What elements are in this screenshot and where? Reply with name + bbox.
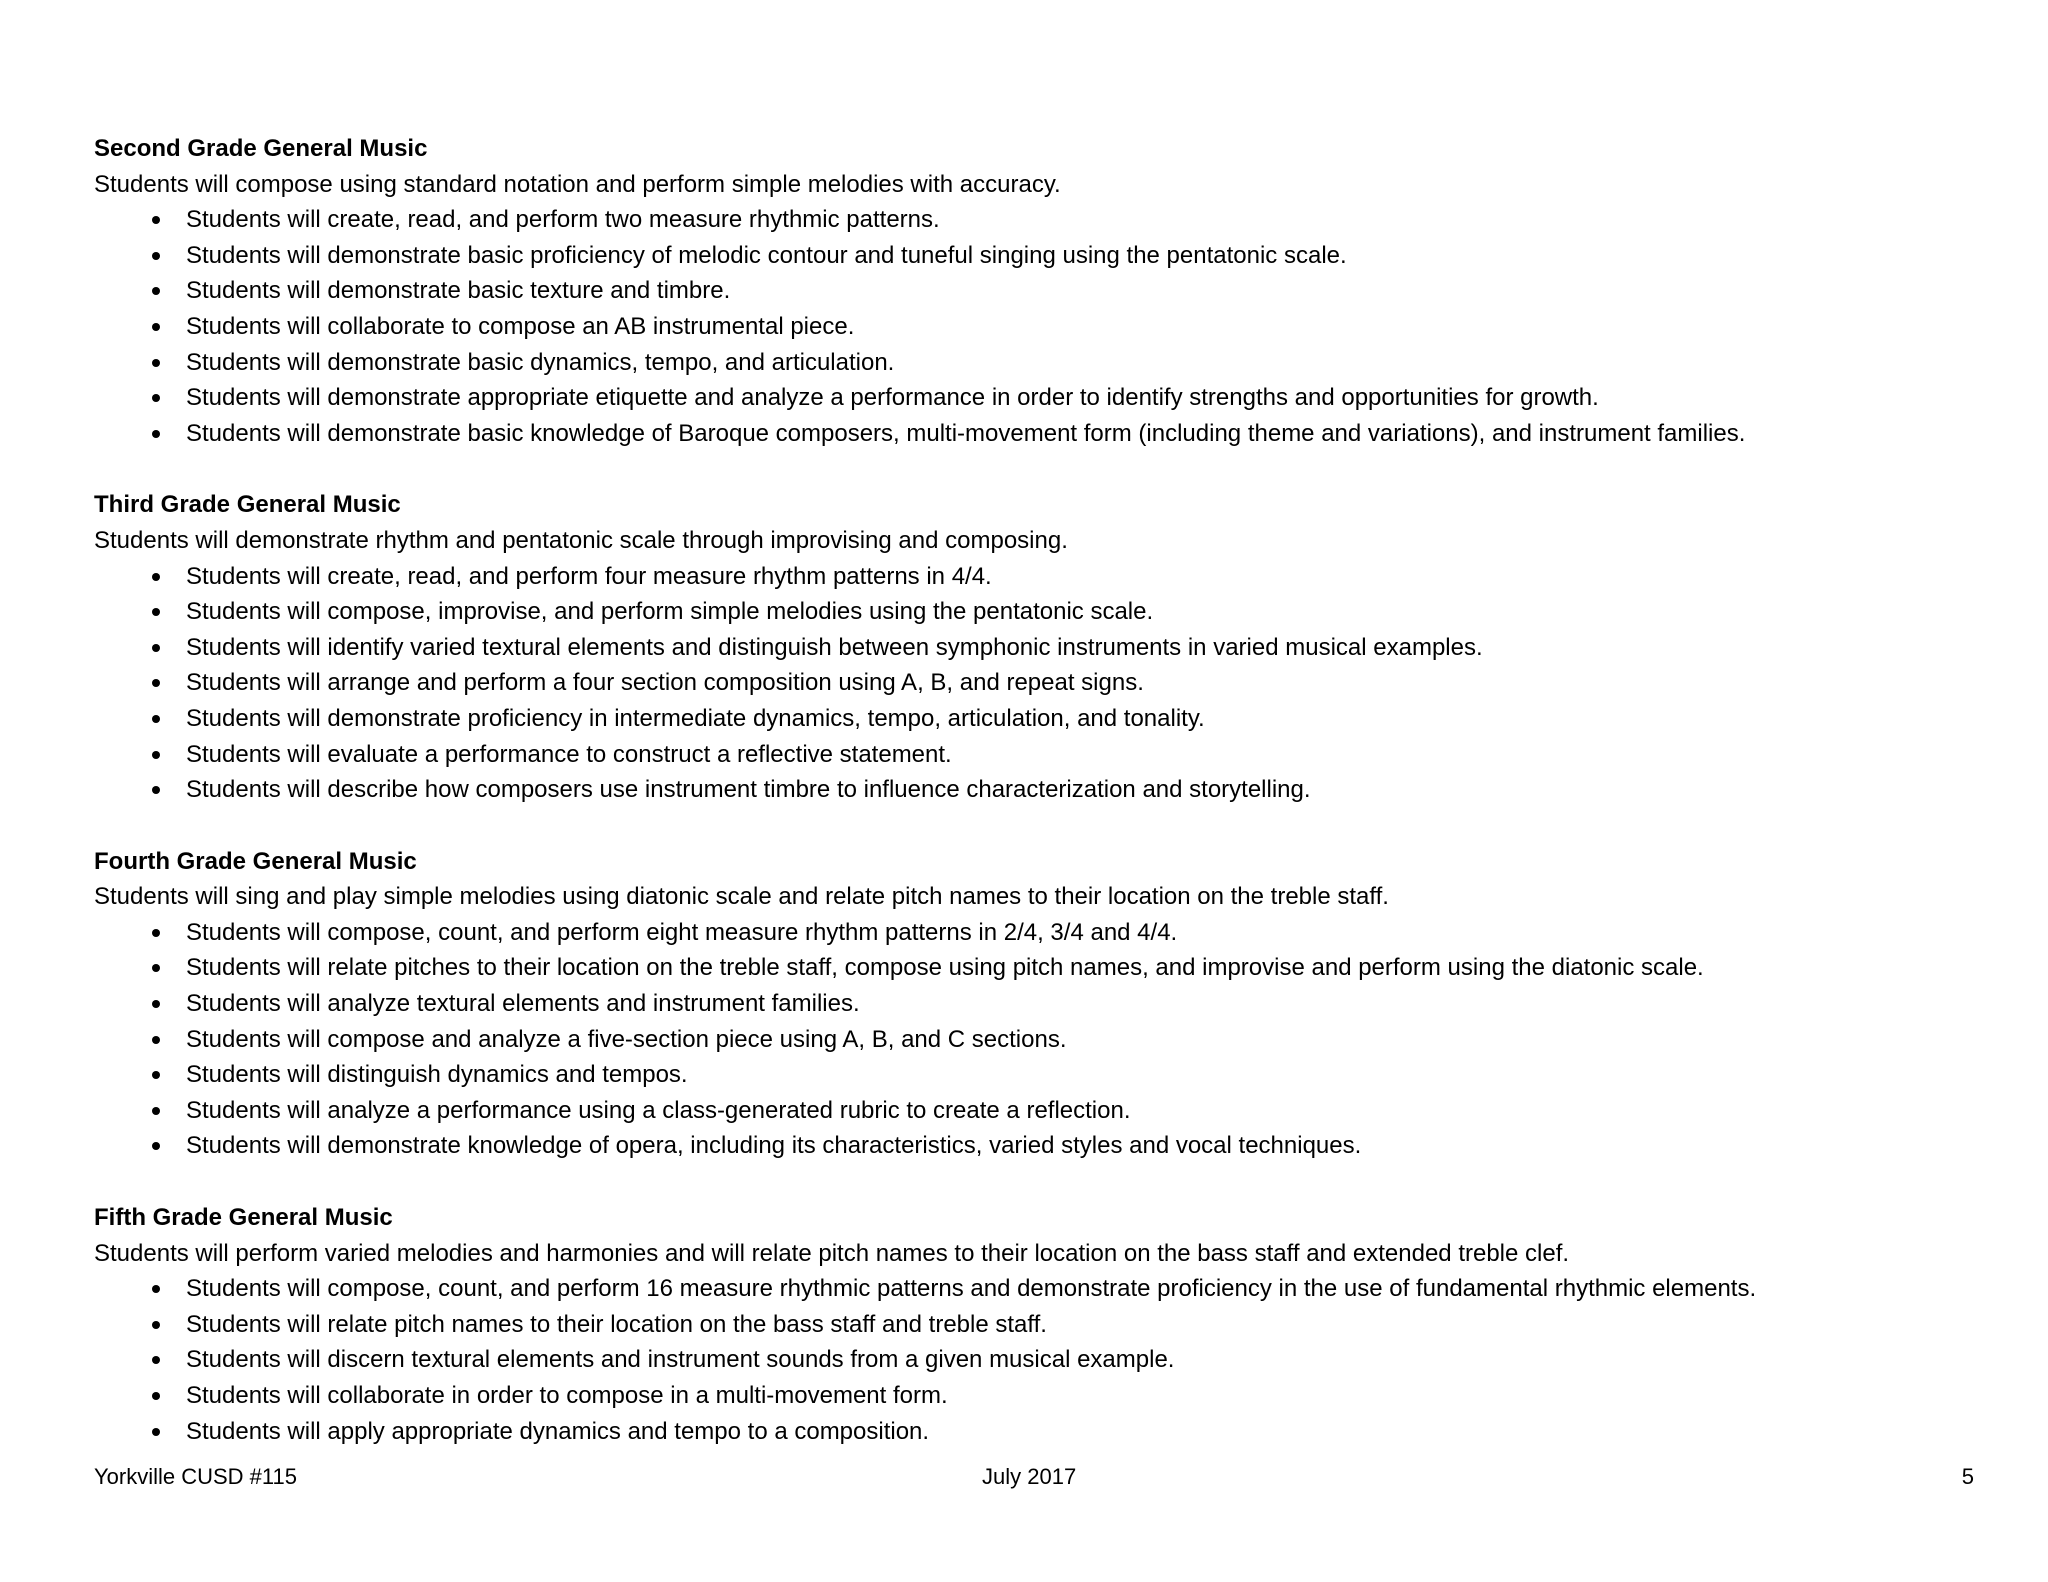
list-item-text: Students will distinguish dynamics and tempos. xyxy=(186,1061,688,1089)
list-item xyxy=(94,1378,1974,1414)
bullet-icon xyxy=(152,394,160,402)
bullet-icon xyxy=(152,573,160,581)
list-item-text: Students will demonstrate basic dynamics, tempo, and articulation. xyxy=(186,348,895,376)
list-item-text: Students will compose, count, and perform eight measure rhythm patterns in 2/4, 3/4 and 4/4. xyxy=(186,918,1178,946)
list-item-text: Students will analyze textural elements and instrument families. xyxy=(186,990,860,1018)
list-item-text: Students will compose, improvise, and perform simple melodies using the pentatonic scale. xyxy=(186,598,1154,626)
grade-section xyxy=(94,487,1974,807)
section-title: Fourth Grade General Music xyxy=(94,847,417,875)
bullet-icon xyxy=(152,964,160,972)
list-item xyxy=(94,1414,1974,1450)
grade-section xyxy=(94,1200,1974,1449)
bullet-icon xyxy=(152,287,160,295)
list-item xyxy=(94,416,1974,452)
page-footer xyxy=(94,1462,1974,1492)
section-title: Third Grade General Music xyxy=(94,491,401,519)
bullet-icon xyxy=(152,786,160,794)
bullet-icon xyxy=(152,608,160,616)
footer-district: Yorkville CUSD #115 xyxy=(94,1464,297,1489)
bullet-icon xyxy=(152,1285,160,1293)
bullet-icon xyxy=(152,1107,160,1115)
grade-section xyxy=(94,844,1974,1164)
list-item xyxy=(94,559,1974,595)
list-item-text: Students will demonstrate basic proficiency of melodic contour and tuneful singing using the pentatonic scale. xyxy=(186,241,1347,269)
list-item-text: Students will evaluate a performance to construct a reflective statement. xyxy=(186,740,952,768)
list-item-text: Students will demonstrate knowledge of opera, including its characteristics, varied styles and vocal techniques. xyxy=(186,1132,1362,1160)
list-item xyxy=(94,345,1974,381)
list-item-text: Students will compose, count, and perform 16 measure rhythmic patterns and demonstrate proficiency in the use of fundamental rhythmic elements. xyxy=(186,1275,1757,1303)
bullet-icon xyxy=(152,1428,160,1436)
bullet-icon xyxy=(152,1321,160,1329)
objective-list xyxy=(94,202,1974,451)
list-item-text: Students will apply appropriate dynamics and tempo to a composition. xyxy=(186,1417,930,1445)
list-item-text: Students will compose and analyze a five-section piece using A, B, and C sections. xyxy=(186,1025,1067,1053)
list-item-text: Students will collaborate to compose an AB instrumental piece. xyxy=(186,312,855,340)
list-item-text: Students will demonstrate basic texture and timbre. xyxy=(186,277,731,305)
bullet-icon xyxy=(152,1392,160,1400)
list-item-text: Students will create, read, and perform two measure rhythmic patterns. xyxy=(186,206,940,234)
objective-list xyxy=(94,1271,1974,1449)
list-item-text: Students will describe how composers use instrument timbre to influence characterization and storytelling. xyxy=(186,776,1311,804)
list-item xyxy=(94,594,1974,630)
objective-list xyxy=(94,559,1974,808)
section-title: Second Grade General Music xyxy=(94,135,428,162)
list-item xyxy=(94,737,1974,773)
bullet-icon xyxy=(152,216,160,224)
grade-section xyxy=(94,131,1974,451)
list-item xyxy=(94,273,1974,309)
bullet-icon xyxy=(152,1000,160,1008)
list-item-text: Students will relate pitch names to their location on the bass staff and treble staff. xyxy=(186,1310,1047,1338)
list-item-text: Students will arrange and perform a four section composition using A, B, and repeat signs. xyxy=(186,669,1144,697)
bullet-icon xyxy=(152,715,160,723)
list-item xyxy=(94,772,1974,808)
section-intro: Students will perform varied melodies and harmonies and will relate pitch names to their location on the bass staff and extended treble clef. xyxy=(94,1239,1570,1267)
list-item-text: Students will discern textural elements and instrument sounds from a given musical example. xyxy=(186,1346,1175,1374)
bullet-icon xyxy=(152,252,160,260)
list-item-text: Students will collaborate in order to compose in a multi-movement form. xyxy=(186,1382,948,1409)
bullet-icon xyxy=(152,1356,160,1364)
bullet-icon xyxy=(152,1142,160,1150)
section-intro: Students will compose using standard notation and perform simple melodies with accuracy. xyxy=(94,170,1061,198)
list-item-text: Students will create, read, and perform four measure rhythm patterns in 4/4. xyxy=(186,562,992,590)
list-item xyxy=(94,1093,1974,1129)
list-item xyxy=(94,915,1974,951)
bullet-icon xyxy=(152,679,160,687)
list-item xyxy=(94,309,1974,345)
list-item xyxy=(94,1128,1974,1164)
section-intro: Students will demonstrate rhythm and pentatonic scale through improvising and composing. xyxy=(94,526,1068,554)
objective-list xyxy=(94,915,1974,1164)
bullet-icon xyxy=(152,929,160,937)
section-intro: Students will sing and play simple melodies using diatonic scale and relate pitch names to their location on the treble staff. xyxy=(94,883,1389,911)
footer-page-number: 5 xyxy=(1961,1464,1974,1489)
list-item xyxy=(94,380,1974,416)
list-item xyxy=(94,1271,1974,1307)
document-body xyxy=(94,131,1974,1485)
list-item xyxy=(94,986,1974,1022)
list-item xyxy=(94,238,1974,274)
bullet-icon xyxy=(152,1036,160,1044)
list-item xyxy=(94,1307,1974,1343)
list-item xyxy=(94,950,1974,986)
bullet-icon xyxy=(152,359,160,367)
bullet-icon xyxy=(152,323,160,331)
list-item xyxy=(94,630,1974,666)
list-item-text: Students will demonstrate basic knowledge of Baroque composers, multi-movement form (including theme and variations), and instrument families. xyxy=(186,419,1746,447)
bullet-icon xyxy=(152,430,160,438)
bullet-icon xyxy=(152,751,160,759)
list-item xyxy=(94,665,1974,701)
bullet-icon xyxy=(152,644,160,652)
list-item xyxy=(94,1057,1974,1093)
list-item xyxy=(94,1342,1974,1378)
list-item xyxy=(94,1022,1974,1058)
list-item xyxy=(94,701,1974,737)
list-item-text: Students will demonstrate appropriate etiquette and analyze a performance in order to identify strengths and opportunities for growth. xyxy=(186,384,1599,412)
list-item-text: Students will analyze a performance using a class-generated rubric to create a reflection. xyxy=(186,1096,1131,1124)
list-item-text: Students will relate pitches to their location on the treble staff, compose using pitch names, and improvise and perform using the diatonic scale. xyxy=(186,954,1704,982)
list-item xyxy=(94,202,1974,238)
section-title: Fifth Grade General Music xyxy=(94,1204,393,1232)
list-item-text: Students will identify varied textural elements and distinguish between symphonic instruments in varied musical examples. xyxy=(186,633,1483,661)
footer-date: July 2017 xyxy=(982,1464,1077,1489)
list-item-text: Students will demonstrate proficiency in intermediate dynamics, tempo, articulation, and tonality. xyxy=(186,704,1205,732)
bullet-icon xyxy=(152,1071,160,1079)
